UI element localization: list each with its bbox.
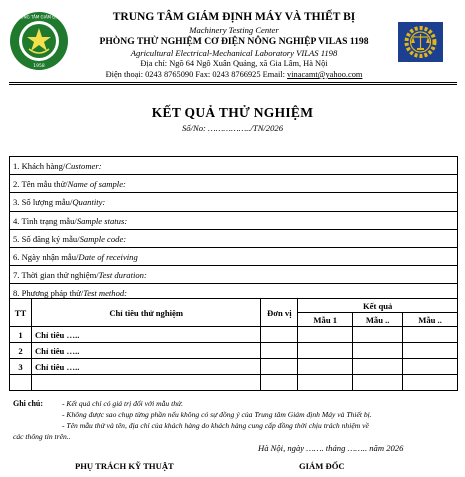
address: Địa chỉ: Ngõ 64 Ngô Xuân Quảng, xã Gia Lâm, Hà Nội <box>140 59 328 68</box>
col-sample-1: Mẫu 1 <box>298 313 353 327</box>
info-row-test-method: 8. Phương pháp thử/Test method: <box>13 288 128 299</box>
results-table <box>9 298 458 391</box>
note-item: - Tên mẫu thử và tên, địa chỉ của khách hàng do khách hàng cung cấp đồng thời chịu trách nhiệm về <box>62 421 369 430</box>
note-item: - Kết quả chỉ có giá trị đối với mẫu thử. <box>62 399 184 408</box>
info-row-sample-name: 2. Tên mẫu thử/Name of sample: <box>10 175 457 193</box>
col-criteria: Chỉ tiêu thử nghiệm <box>31 299 260 327</box>
header-rule <box>9 82 457 83</box>
table-header-row <box>10 299 458 313</box>
contact-line <box>60 70 408 79</box>
notes-label: Ghi chú: <box>13 399 44 408</box>
sign-date: Hà Nội, ngày ……. tháng …….. năm 2026 <box>258 443 404 453</box>
col-sample-2: Mẫu .. <box>353 313 403 327</box>
org-name: TRUNG TÂM GIÁM ĐỊNH MÁY VÀ THIẾT BỊ <box>112 11 356 23</box>
table-row: 2 Chỉ tiêu ….. <box>10 343 458 359</box>
col-unit: Đơn vị <box>261 299 298 327</box>
table-row <box>10 375 458 391</box>
note-item: - Không được sao chụp từng phần nếu không có sự đồng ý của Trung tâm Giám định Máy và Thiết bị. <box>62 410 372 419</box>
svg-text:1958: 1958 <box>33 64 45 69</box>
email-link[interactable]: vinacamt@yahoo.com <box>287 70 363 79</box>
col-tt: TT <box>10 299 32 327</box>
lab-name-en: Agricultural Electrical-Mechanical Laboratory VILAS 1198 <box>130 48 338 58</box>
info-row-test-duration: 7. Thời gian thử nghiệm/Test duration: <box>10 266 457 284</box>
info-row-sample-code: 5. Số đăng ký mẫu/Sample code: <box>10 230 457 248</box>
org-name-en: Machinery Testing Center <box>189 25 279 35</box>
note-item: các thông tin trên.. <box>13 432 71 441</box>
document-title: KẾT QUẢ THỬ NGHIỆM <box>151 105 314 120</box>
sample-info-box <box>9 156 458 303</box>
col-result: Kết quả <box>298 299 458 313</box>
info-row-sample-status: 4. Tình trạng mẫu/Sample status: <box>10 212 457 230</box>
table-row: 3 Chỉ tiêu ….. <box>10 359 458 375</box>
info-row-date-received: 6. Ngày nhận mẫu/Date of receiving <box>10 248 457 266</box>
col-sample-3: Mẫu .. <box>403 313 458 327</box>
signature-technical-lead: PHỤ TRÁCH KỸ THUẬT <box>75 461 174 471</box>
contact-info: Điện thoại: 0243 8765090 Fax: 0243 8766925 Email: <box>105 70 288 79</box>
lab-gear-logo <box>398 22 443 62</box>
lab-name: PHÒNG THỬ NGHIỆM CƠ ĐIỆN NÔNG NGHIỆP VILAS 1198 <box>99 36 369 47</box>
svg-text:TRUNG TÂM GIÁM ĐỊNH: TRUNG TÂM GIÁM ĐỊNH <box>15 14 63 20</box>
signature-director: GIÁM ĐỐC <box>299 461 345 471</box>
document-number: Số/No: ……………../TN/2026 <box>182 123 283 133</box>
info-row-quantity: 3. Số lượng mẫu/Quantity: <box>10 193 457 211</box>
info-row-customer: 1. Khách hàng/Customer: <box>10 157 457 175</box>
header-rule-2 <box>9 84 457 85</box>
table-row: 1 Chỉ tiêu ….. <box>10 327 458 343</box>
center-seal-logo <box>9 11 69 71</box>
